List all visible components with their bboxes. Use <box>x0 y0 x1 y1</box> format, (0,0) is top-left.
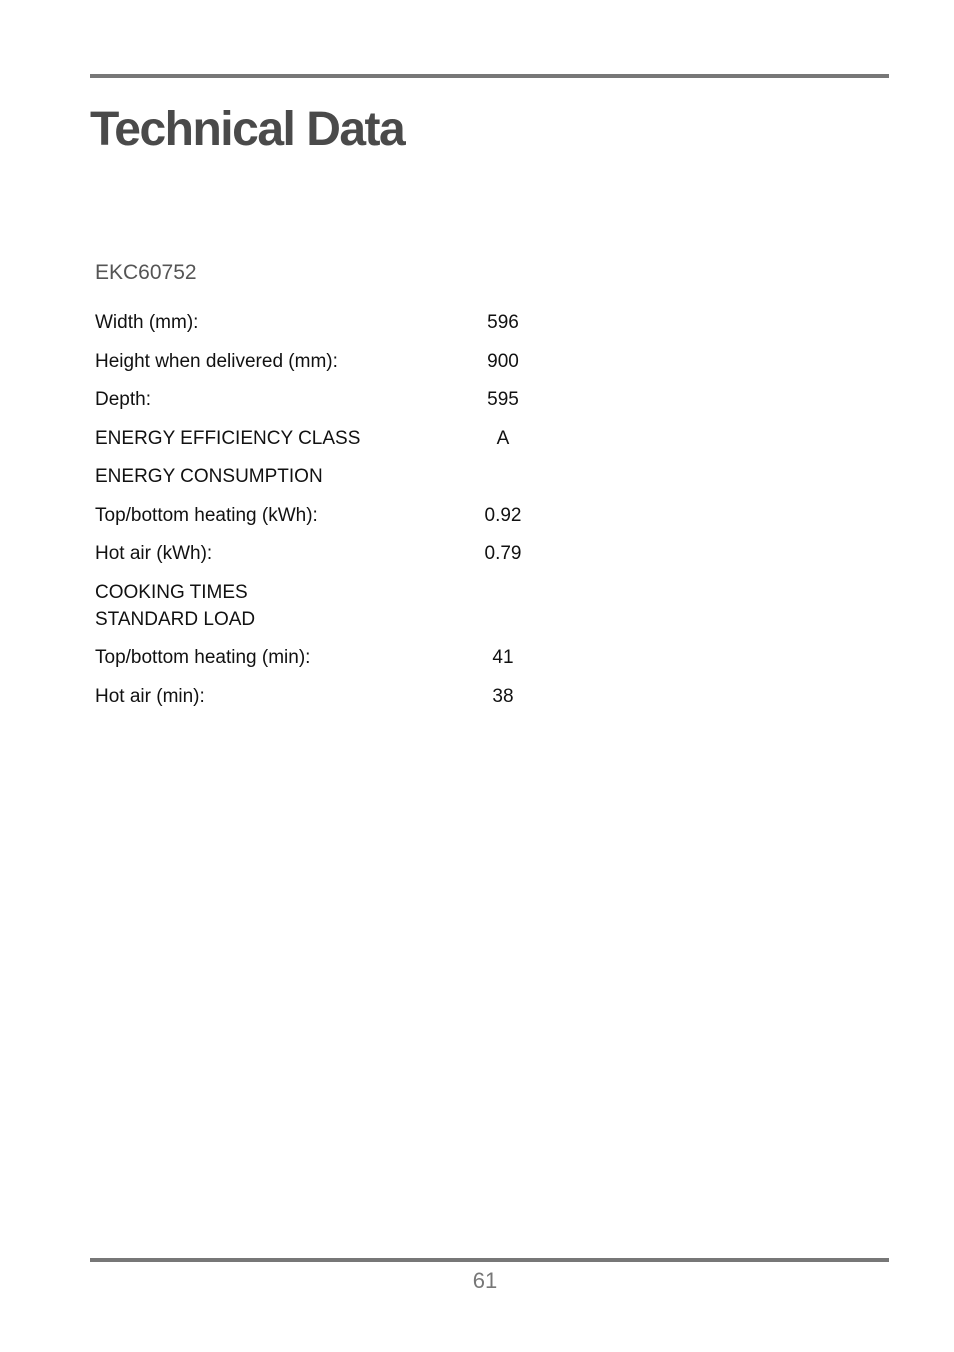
bottom-divider <box>90 1258 889 1262</box>
spec-value: A <box>496 427 510 449</box>
page-number: 61 <box>472 1268 498 1293</box>
spec-row-cooking-times-header <box>95 579 595 633</box>
spec-row-height <box>95 348 595 375</box>
spec-value: 596 <box>487 312 519 333</box>
spec-value: 0.79 <box>484 543 522 564</box>
spec-row-hot-air-kwh <box>95 540 595 567</box>
spec-value: 0.92 <box>484 504 522 526</box>
spec-row-top-bottom-kwh <box>95 502 595 529</box>
spec-row-energy-consumption-header <box>95 463 595 490</box>
spec-label: Top/bottom heating (min): <box>95 647 311 668</box>
spec-label: COOKING TIMES STANDARD LOAD <box>95 581 256 630</box>
spec-row-depth <box>95 386 595 413</box>
spec-label: ENERGY EFFICIENCY CLASS <box>95 427 361 449</box>
spec-label: ENERGY CONSUMPTION <box>95 466 323 487</box>
spec-value: 900 <box>487 350 519 372</box>
spec-label: Hot air (kWh): <box>95 543 213 564</box>
spec-label: Width (mm): <box>95 312 199 333</box>
spec-label: Depth: <box>95 389 151 410</box>
spec-label: Height when delivered (mm): <box>95 350 338 372</box>
spec-row-top-bottom-min <box>95 644 595 671</box>
spec-row-hot-air-min <box>95 683 595 710</box>
spec-value: 38 <box>492 685 514 707</box>
spec-row-width <box>95 309 595 336</box>
spec-label: Hot air (min): <box>95 685 205 707</box>
spec-value: 595 <box>487 389 519 410</box>
page-title: Technical Data <box>90 103 405 156</box>
spec-label: Top/bottom heating (kWh): <box>95 504 318 526</box>
model-name: EKC60752 <box>95 261 197 284</box>
top-divider <box>90 74 889 78</box>
spec-table <box>95 309 595 721</box>
spec-value: 41 <box>492 647 514 668</box>
spec-row-energy-class <box>95 425 595 452</box>
